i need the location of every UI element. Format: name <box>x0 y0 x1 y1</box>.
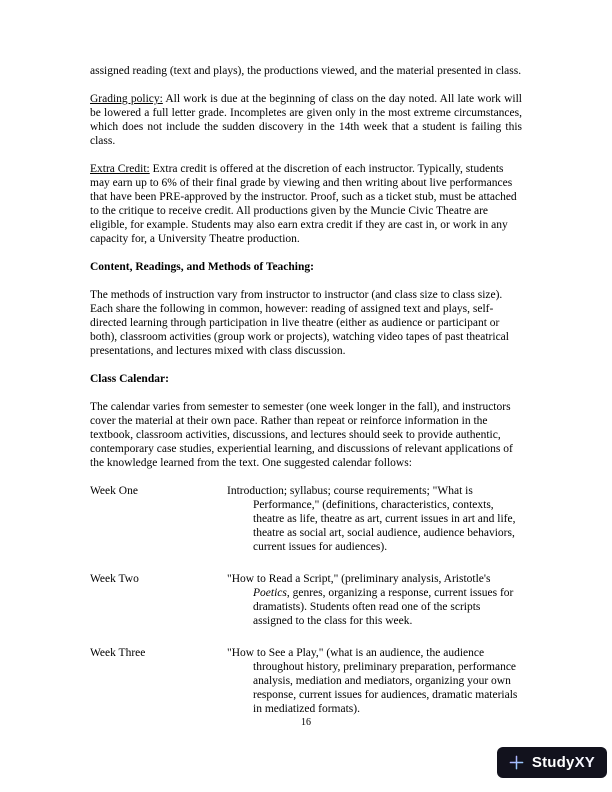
grading-policy-text: All work is due at the beginning of class on the day noted. All late work will be lowered a full letter grade. Incompletes are given only in the most extreme circumstances, which does not include the sudden discovery in the 14th week that a student is failing this class. <box>90 93 522 147</box>
week-three-text: "How to See a Play," (what is an audience, the audience throughout history, preliminary preparation, performance analysis, mediation and mediators, organizing your own response, current issues for audiences, dramatic materials in mediatized formats). <box>227 647 518 715</box>
studyxy-badge[interactable] <box>497 747 607 778</box>
brand-xy: XY <box>574 754 595 771</box>
calendar-weeks <box>90 484 522 716</box>
page-content <box>90 64 522 734</box>
week-two-italic: Poetics <box>253 587 287 599</box>
week-two-label: Week Two <box>90 573 139 585</box>
week-row-two <box>90 572 522 628</box>
week-three-label: Week Three <box>90 647 146 659</box>
week-one-text: Introduction; syllabus; course requirements; "What is Performance," (definitions, characteristics, contexts, theatre as life, theatre as art, current issues in art and life, theatre as social art, social audience, audience behaviors, current issues for audiences). <box>227 485 516 553</box>
extra-credit-paragraph <box>90 162 522 246</box>
week-row-one <box>90 484 522 554</box>
plus-icon <box>509 755 524 770</box>
grading-policy-paragraph <box>90 92 522 148</box>
content-methods-heading: Content, Readings, and Methods of Teaching: <box>90 261 314 273</box>
intro-paragraph: assigned reading (text and plays), the productions viewed, and the material presented in class. <box>90 65 522 77</box>
week-row-three <box>90 646 522 716</box>
page-number: 16 <box>301 717 311 728</box>
brand-study: Study <box>531 754 575 771</box>
week-three-description <box>227 646 522 716</box>
class-calendar-heading: Class Calendar: <box>90 373 169 385</box>
week-one-label: Week One <box>90 485 138 497</box>
brand-wordmark <box>532 754 595 771</box>
content-methods-paragraph: The methods of instruction vary from instructor to instructor (and class size to class size). Each share the following in common, however: reading of assigned text and plays, self-directed learning through participation in live theatre (either as audience or participant or both), classroom activities (group work or projects), watching video tapes of past theatrical presentations, and lectures mixed with class discussion. <box>90 289 509 357</box>
class-calendar-paragraph: The calendar varies from semester to semester (one week longer in the fall), and instructors cover the material at their own pace. Rather than repeat or reinforce information in the textbook, classroom activities, discussions, and lectures should seek to provide authentic, contemporary case studies, experiential learning, and discussions of relevant applications of the knowledge learned from the text. One suggested calendar follows: <box>90 401 513 469</box>
week-two-description <box>227 572 522 628</box>
grading-policy-label: Grading policy: <box>90 93 163 105</box>
extra-credit-text: Extra credit is offered at the discretion of each instructor. Typically, students may earn up to 6% of their final grade by viewing and then writing about live performances that have been PRE-approved by the instructor. Proof, such as a ticket stub, must be attached to the critique to receive credit. All productions given by the Muncie Civic Theatre are eligible, for example. Students may also earn extra credit if they are cast in, or work in any capacity for, a University Theatre production. <box>90 163 517 245</box>
week-one-description <box>227 484 522 554</box>
week-two-text-post: , genres, organizing a response, current issues for dramatists). Students often read one of the scripts assigned to the class for this week. <box>253 587 514 627</box>
extra-credit-label: Extra Credit: <box>90 163 150 175</box>
week-two-text: "How to Read a Script," (preliminary analysis, Aristotle's <box>227 573 491 585</box>
